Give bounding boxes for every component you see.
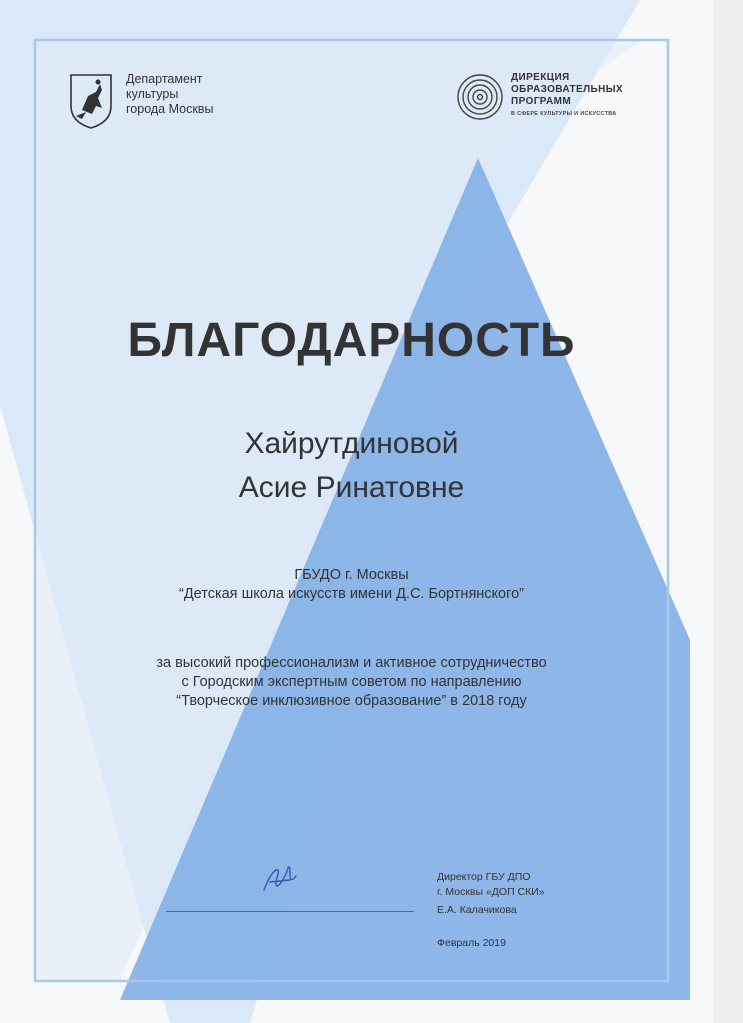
reason-line-1: за высокий профессионализм и активное сотрудничество (156, 655, 547, 671)
signatory-block (437, 870, 607, 918)
reason-text (0, 654, 703, 711)
directorate-subtitle: В СФЕРЕ КУЛЬТУРЫ И ИСКУССТВА (511, 111, 617, 117)
scan-edge (713, 0, 743, 1023)
handwritten-signature (260, 862, 304, 896)
moscow-coat-of-arms-icon (68, 72, 114, 130)
department-name (126, 72, 236, 117)
department-header (68, 72, 236, 130)
recipient-name (0, 422, 703, 510)
department-line-1: Департамент (126, 72, 203, 86)
organization (0, 566, 703, 604)
issue-date: Февраль 2019 (437, 937, 506, 949)
recipient-line-1: Хайрутдиновой (244, 427, 459, 460)
certificate-title: БЛАГОДАРНОСТЬ (127, 314, 576, 367)
directorate-title (511, 72, 641, 108)
directorate-name (511, 72, 641, 117)
signatory-line-2: г. Москвы «ДОП СКИ» (437, 886, 545, 898)
reason-line-2: с Городским экспертным советом по направлению (181, 674, 522, 690)
recipient-line-2: Асие Ринатовне (238, 471, 465, 504)
signatory-name: Е.А. Калачикова (437, 904, 517, 916)
department-line-3: города Москвы (126, 102, 214, 116)
directorate-line-1: ДИРЕКЦИЯ (511, 72, 570, 83)
directorate-line-3: ПРОГРАММ (511, 96, 572, 107)
directorate-header (455, 72, 641, 122)
concentric-rings-icon (455, 72, 505, 122)
signatory-line-1: Директор ГБУ ДПО (437, 871, 531, 883)
organization-line-1: ГБУДО г. Москвы (294, 567, 409, 583)
signature-line (166, 911, 414, 912)
department-line-2: культуры (126, 87, 179, 101)
reason-line-3: “Творческое инклюзивное образование” в 2018 году (176, 693, 527, 709)
organization-line-2: “Детская школа искусств имени Д.С. Бортнянского” (179, 586, 524, 602)
directorate-line-2: ОБРАЗОВАТЕЛЬНЫХ (511, 84, 624, 95)
